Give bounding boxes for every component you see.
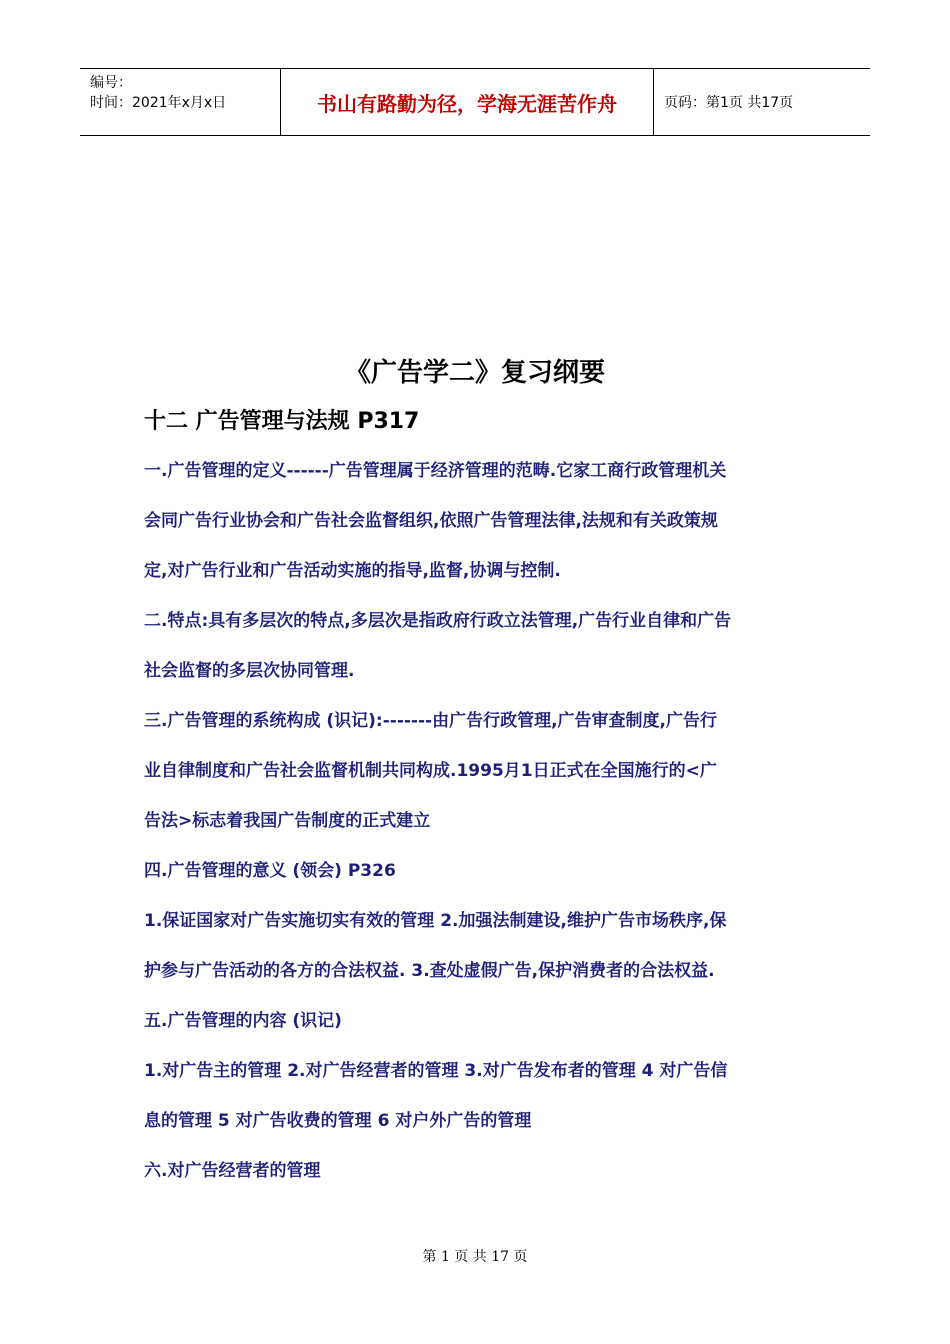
header-motto-cell [281, 69, 654, 135]
header-motto: 书山有路勤为径，学海无涯苦作舟 [317, 91, 617, 116]
body-line: 定,对广告行业和广告活动实施的指导,监督,协调与控制. [144, 561, 561, 581]
body-line: 1.保证国家对广告实施切实有效的管理 2.加强法制建设,维护广告市场秩序,保 [144, 911, 727, 931]
body-line: 息的管理 5 对广告收费的管理 6 对户外广告的管理 [144, 1111, 532, 1131]
page-footer: 第 1 页 共 17 页 [422, 1249, 528, 1265]
body-line: 四.广告管理的意义 (领会) P326 [144, 861, 396, 881]
header-meta-cell [80, 69, 281, 135]
body-line: 会同广告行业协会和广告社会监督组织,依照广告管理法律,法规和有关政策规 [144, 511, 718, 531]
body-line: 业自律制度和广告社会监督机制共同构成.1995月1日正式在全国施行的<广 [144, 761, 717, 781]
document-date: 时间：2021年x月x日 [90, 95, 227, 111]
body-line: 六.对广告经营者的管理 [144, 1161, 321, 1181]
section-heading: 十二 广告管理与法规 P317 [144, 409, 420, 434]
document-number-label: 编号： [90, 75, 132, 91]
document-body [144, 452, 809, 1202]
body-line: 社会监督的多层次协同管理. [144, 661, 355, 681]
body-line: 三.广告管理的系统构成 (识记):-------由广告行政管理,广告审查制度,广告行 [144, 711, 718, 731]
header-page-cell [654, 69, 870, 135]
header-table [80, 68, 870, 136]
body-line: 1.对广告主的管理 2.对广告经营者的管理 3.对广告发布者的管理 4 对广告信 [144, 1061, 728, 1081]
document-title: 《广告学二》复习纲要 [344, 358, 605, 388]
body-line: 一.广告管理的定义------广告管理属于经济管理的范畴.它家工商行政管理机关 [144, 461, 727, 481]
body-line: 告法>标志着我国广告制度的正式建立 [144, 811, 431, 831]
body-line: 护参与广告活动的各方的合法权益. 3.查处虚假广告,保护消费者的合法权益. [144, 961, 715, 981]
body-line: 二.特点:具有多层次的特点,多层次是指政府行政立法管理,广告行业自律和广告 [144, 611, 732, 631]
header-page-info: 页码：第1页 共17页 [664, 95, 794, 111]
body-line: 五.广告管理的内容 (识记) [144, 1011, 342, 1031]
